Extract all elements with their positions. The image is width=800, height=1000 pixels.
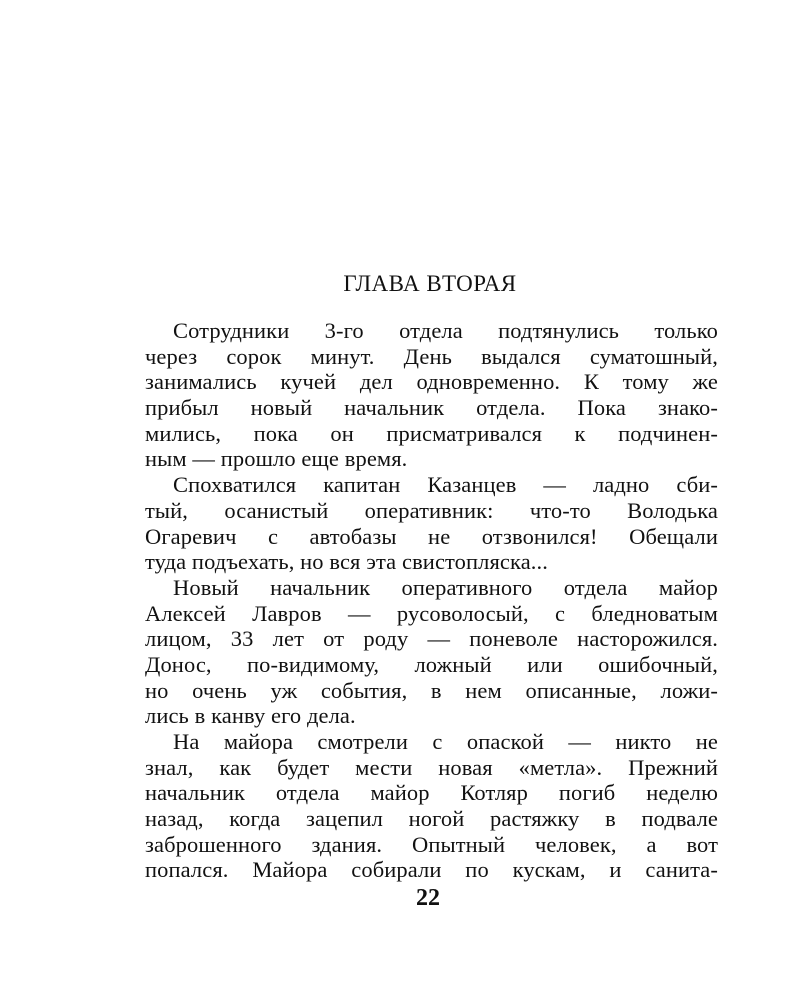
text-line: Новый начальник оперативного отдела майор bbox=[173, 574, 718, 600]
page-number: 22 bbox=[416, 885, 440, 911]
text-line: прибыл новый начальник отдела. Пока знако- bbox=[145, 395, 718, 421]
text-line: Алексей Лавров — русоволосый, с бледноватым bbox=[145, 600, 718, 626]
chapter-title: ГЛАВА ВТОРАЯ bbox=[343, 271, 517, 296]
text-line: тый, осанистый оперативник: что-то Володька bbox=[145, 497, 718, 523]
text-line: но очень уж события, в нем описанные, ложи- bbox=[145, 677, 718, 703]
text-line: начальник отдела майор Котляр погиб неделю bbox=[145, 780, 718, 806]
text-line: лицом, 33 лет от роду — поневоле насторожился. bbox=[145, 626, 718, 652]
text-line: знал, как будет мести новая «метла». Прежний bbox=[145, 754, 718, 780]
text-line: ным — прошло еще время. bbox=[145, 446, 408, 472]
text-line: Донос, по-видимому, ложный или ошибочный, bbox=[145, 651, 718, 677]
text-line: На майора смотрели с опаской — никто не bbox=[173, 729, 718, 754]
text-line: туда подъехать, но вся эта свистопляска... bbox=[145, 549, 548, 575]
text-line: Спохватился капитан Казанцев — ладно сби- bbox=[173, 472, 718, 498]
text-line: заброшенного здания. Опытный человек, а вот bbox=[145, 831, 718, 857]
text-line: через сорок минут. День выдался суматошный, bbox=[145, 343, 718, 369]
text-line: занимались кучей дел одновременно. К тому же bbox=[145, 369, 718, 395]
body-text bbox=[145, 318, 718, 883]
text-line: назад, когда зацепил ногой растяжку в подвале bbox=[145, 806, 718, 832]
text-line: лись в канву его дела. bbox=[145, 703, 356, 729]
text-line: мились, пока он присматривался к подчинен- bbox=[145, 420, 718, 446]
text-line: попался. Майора собирали по кускам, и санита- bbox=[145, 857, 718, 883]
text-line: Сотрудники 3-го отдела подтянулись только bbox=[173, 318, 718, 343]
text-line: Огаревич с автобазы не отзвонился! Обещали bbox=[145, 523, 718, 549]
